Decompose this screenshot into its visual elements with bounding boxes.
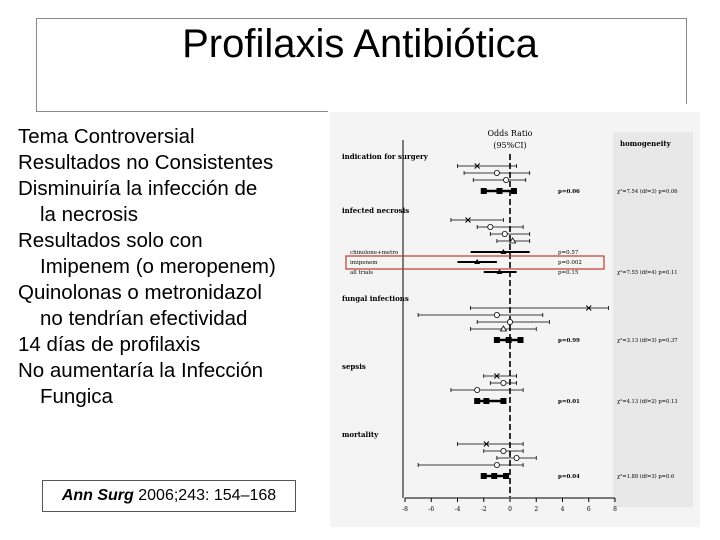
x-tick-label: 6 — [586, 506, 591, 513]
bullet-item-continuation: no tendrían efectividad — [40, 307, 248, 330]
point-circle-marker — [501, 380, 506, 385]
group-label: infected necrosis — [342, 206, 410, 215]
pooled-estimate-square — [491, 473, 497, 479]
point-circle-marker — [507, 319, 512, 324]
pooled-estimate-square — [503, 473, 509, 479]
homogeneity-statistic: χ²=3.13 (df=3) p=0.37 — [617, 338, 678, 344]
homogeneity-header: homogeneity — [620, 139, 671, 148]
pooled-estimate-square — [481, 188, 487, 194]
chart-subtitle: (95%CI) — [493, 141, 527, 150]
homogeneity-statistic: χ²=7.55 (df=4) p=0.11 — [617, 270, 678, 276]
slide-title: Profilaxis Antibiótica — [182, 22, 538, 66]
bullet-item: Tema Controversial — [18, 125, 195, 148]
group-label: mortality — [342, 430, 379, 439]
subgroup-p-value: p=0.57 — [558, 250, 579, 256]
point-circle-marker — [501, 448, 506, 453]
reference-journal: Ann Surg — [61, 487, 134, 504]
pooled-estimate-square — [511, 188, 517, 194]
pooled-p-value: p=0.01 — [558, 399, 580, 405]
bullet-item: 14 días de profilaxis — [18, 333, 201, 356]
bullet-list — [18, 124, 328, 410]
pooled-estimate-square — [497, 188, 503, 194]
pooled-p-value: p=0.04 — [558, 474, 580, 480]
bullet-item-continuation: Fungica — [40, 385, 113, 408]
subgroup-p-value: p=0.002 — [558, 260, 582, 266]
bullet-item: Resultados no Consistentes — [18, 151, 274, 174]
pooled-p-value: p=0.06 — [558, 189, 580, 195]
point-circle-marker — [503, 177, 508, 182]
pooled-estimate-square — [494, 337, 500, 343]
group-label: sepsis — [342, 362, 366, 371]
point-circle-marker — [488, 224, 493, 229]
point-circle-marker — [514, 455, 519, 460]
group-label: indication for surgery — [342, 152, 428, 161]
homogeneity-statistic: χ²=1.88 (df=3) p=0.6 — [617, 474, 675, 480]
x-tick-label: 4 — [560, 506, 565, 513]
subgroup-p-value: p=0.15 — [558, 270, 579, 276]
bullet-item: Disminuiría la infección de — [18, 177, 258, 200]
x-tick-label: 0 — [508, 506, 512, 513]
subgroup-label: chinolone+metro — [350, 250, 399, 256]
reference-citation: 2006;243: 154–168 — [133, 487, 277, 504]
point-circle-marker — [502, 231, 507, 236]
x-tick-label: -2 — [480, 506, 487, 513]
x-tick-label: 8 — [613, 506, 617, 513]
x-tick-label: -6 — [428, 506, 435, 513]
pooled-estimate-square — [506, 337, 512, 343]
homogeneity-statistic: χ²=4.13 (df=2) p=0.13 — [617, 399, 678, 405]
pooled-p-value: p=0.99 — [558, 338, 580, 344]
point-circle-marker — [494, 462, 499, 467]
reference-box — [42, 480, 296, 512]
forest-plot — [330, 112, 700, 527]
bullet-item-continuation: Imipenem (o meropenem) — [40, 255, 276, 278]
point-circle-marker — [494, 312, 499, 317]
group-label: fungal infections — [342, 294, 409, 303]
x-tick-label: -4 — [454, 506, 461, 513]
pooled-estimate-square — [474, 398, 480, 404]
bullet-item: No aumentaría la Infección — [18, 359, 263, 382]
pooled-estimate-square — [500, 398, 506, 404]
pooled-estimate-square — [518, 337, 524, 343]
subgroup-label: imipenem — [350, 260, 378, 266]
bullet-item: Resultados solo con — [18, 229, 203, 252]
chart-title: Odds Ratio — [487, 129, 533, 138]
point-triangle-marker — [500, 326, 506, 331]
pooled-estimate-square — [483, 398, 489, 404]
pooled-estimate-square — [481, 473, 487, 479]
bullet-item-continuation: la necrosis — [40, 203, 138, 226]
point-circle-marker — [494, 170, 499, 175]
homogeneity-statistic: χ²=7.54 (df=3) p=0.06 — [617, 189, 678, 195]
x-tick-label: 2 — [534, 506, 539, 513]
forest-plot-figure — [330, 112, 700, 527]
point-circle-marker — [475, 387, 480, 392]
subgroup-label: all trials — [350, 270, 374, 276]
bullet-item: Quinolonas o metronidazol — [18, 281, 262, 304]
x-tick-label: -8 — [402, 506, 408, 513]
